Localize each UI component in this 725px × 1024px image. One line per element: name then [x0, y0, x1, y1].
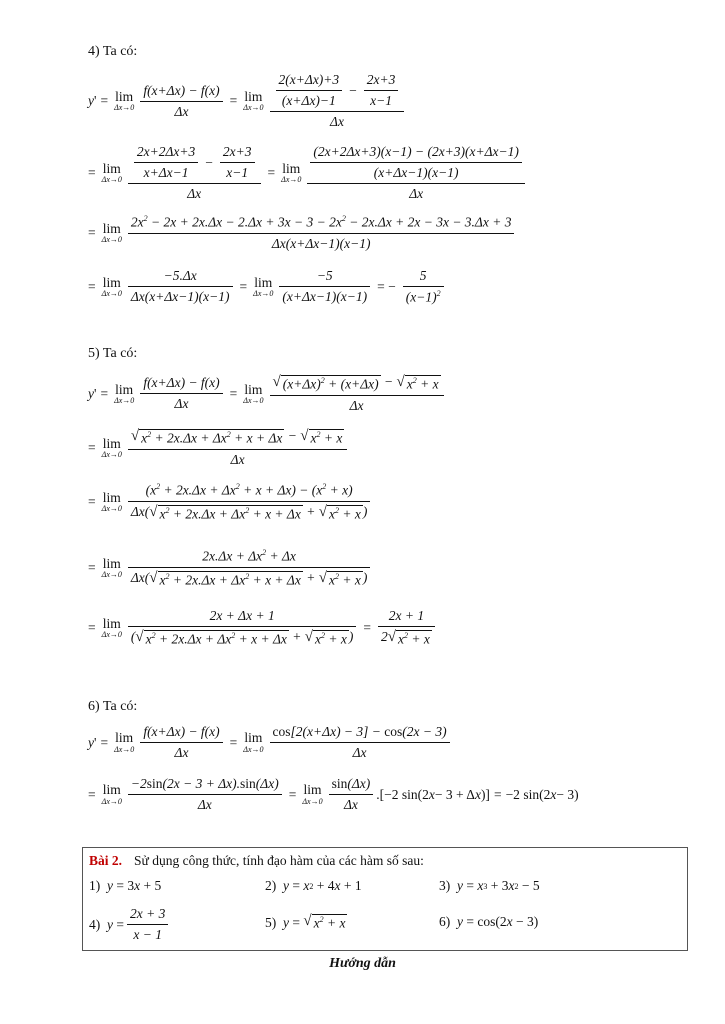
s4-line-2: = lim Δx→0 2x+2Δx+3 x+Δx−1 − $\frac{2x+3}{x-1}$ Δx = lim Δx→0 $\frac{(2x+2\Delta x+3)(x-1) - (2x+3)(x+\Delta x-1)}{(x+\Delta x-1)(x-1)}$ Δx [88, 144, 528, 202]
sqrt-icon: √ [396, 374, 405, 390]
limit-operator-icon: lim Δx→0 [101, 555, 122, 580]
limit-operator-icon: lim Δx→0 [253, 274, 274, 298]
limit-operator-icon: lim Δx→0 [114, 730, 135, 754]
guide-heading: Hướng dẫn [329, 956, 396, 971]
section-5-heading: 5) Ta có: [88, 346, 138, 361]
s4-line-1: y ' = lim Δx→0 $\frac{f(x+\Delta x) - f(x)}{\Delta x}$ = lim Δx→0 2(x+Δx)+3 (x+Δx)−1 − $\frac{2x+3}{x-1}$ Δx [88, 72, 407, 130]
sqrt-icon: √ [318, 503, 327, 520]
s6-line-2: = lim Δx→0 $\frac{-2\sin(2x - 3 + \Delta x).\sin(\Delta x)}{\Delta x}$ = lim Δx→0 sin(Δx) Δx .[−2 sin (2 x − 3 + Δ x )] = −2 sin (2 x − 3) [88, 776, 579, 812]
limit-operator-icon: lim Δx→0 [243, 88, 264, 113]
limit-operator-icon: lim Δx→0 [101, 782, 122, 806]
exercise-instruction: Sử dụng công thức, tính đạo hàm của các hàm số sau: [134, 853, 424, 868]
sqrt-icon: √ [149, 503, 158, 520]
limit-operator-icon: lim Δx→0 [101, 160, 122, 185]
s5-line-1: y ' = lim Δx→0 $\frac{f(x+\Delta x) - f(x)}{\Delta x}$ = lim Δx→0 √ $(x+\Delta x)^2 + (x+\Delta x)$ − √ $x^2 + x$ Δx [88, 374, 447, 414]
exercise-item-4: 4) y = 2x + 3 x − 1 [89, 906, 171, 943]
limit-operator-icon: lim Δx→0 [114, 88, 135, 113]
limit-operator-icon: lim Δx→0 [243, 381, 264, 405]
exercise-box [82, 847, 688, 951]
sqrt-icon: √ [130, 428, 140, 444]
limit-operator-icon: lim Δx→0 [243, 730, 264, 754]
limit-operator-icon: lim Δx→0 [101, 615, 122, 639]
limit-operator-icon: lim Δx→0 [114, 381, 135, 405]
s6-line-1: y ' = lim Δx→0 $\frac{f(x+\Delta x) - f(x)}{\Delta x}$ = lim Δx→0 cos[2(x+Δx) − 3] − cos(2x − 3) Δx [88, 724, 453, 761]
limit-operator-icon: lim Δx→0 [302, 782, 323, 806]
limit-operator-icon: lim Δx→0 [101, 489, 122, 514]
s4-line-3: = lim Δx→0 $2x^2 - 2x + 2x.\Delta x - 2.\Delta x + 3x - 3 - 2x^2 - 2x.\Delta x + 2x - 3x - 3.\Delta x + 3$ Δx(x+Δx−1)(x−1) [88, 214, 517, 252]
exercise-item-3: 3) y = x 3 + 3 x 2 − 5 [439, 878, 540, 893]
s5-line-3: = lim Δx→0 $(x^2 + 2x.\Delta x + \Delta x^2 + x + \Delta x) - (x^2 + x)$ Δx( √ $x^2 + 2x.\Delta x + \Delta x^2 + x + \Delta x$ + √ $x^2 + x$ ) [88, 482, 373, 522]
limit-operator-icon: lim Δx→0 [101, 274, 122, 298]
sqrt-icon: √ [304, 629, 314, 645]
sqrt-icon: √ [318, 569, 327, 586]
sqrt-icon: √ [135, 629, 144, 645]
limit-operator-icon: lim Δx→0 [101, 220, 122, 244]
sqrt-icon: √ [149, 569, 158, 586]
exercise-title [89, 853, 424, 869]
sqrt-icon: √ [387, 629, 396, 645]
limit-operator-icon: lim Δx→0 [101, 435, 122, 459]
s5-line-2: = lim Δx→0 √ $x^2 + 2x.\Delta x + \Delta x^2 + x + \Delta x$ − √ $x^2 + x$ Δx [88, 428, 350, 468]
exercise-item-1: 1) y = 3 x + 5 [89, 878, 162, 893]
exercise-item-6: 6) y = cos(2 x − 3) [439, 914, 539, 929]
limit-operator-icon: lim Δx→0 [281, 160, 302, 185]
exercise-label: Bài 2. [89, 853, 123, 868]
s4-line-4: = lim Δx→0 $\frac{-5.\Delta x}{\Delta x(x+\Delta x-1)(x-1)}$ = lim Δx→0 $\frac{-5}{(x+\Delta x-1)(x-1)}$ = − $\frac{5}{(x-1)^2}$ [88, 268, 447, 306]
section-4-heading: 4) Ta có: [88, 44, 138, 59]
exercise-item-2: 2) y = x 2 + 4 x + 1 [265, 878, 362, 893]
section-6-heading: 6) Ta có: [88, 699, 138, 714]
sqrt-icon: √ [303, 913, 312, 929]
sqrt-icon: √ [272, 374, 281, 390]
sqrt-icon: √ [300, 428, 309, 444]
s5-line-5: = lim Δx→0 2x + Δx + 1 ( √ $x^2 + 2x.\Delta x + \Delta x^2 + x + \Delta x$ + √ $x^2 + x$ ) = 2x + 1 2 √ $x^2 + x$ [88, 608, 438, 648]
exercise-item-5: 5) y = √ $x^2 + x$ [265, 913, 346, 931]
s5-line-4: = lim Δx→0 $2x.\Delta x + \Delta x^2 + \Delta x$ Δx( √ $x^2 + 2x.\Delta x + \Delta x^2 + x + \Delta x$ + √ $x^2 + x$ ) [88, 548, 373, 588]
